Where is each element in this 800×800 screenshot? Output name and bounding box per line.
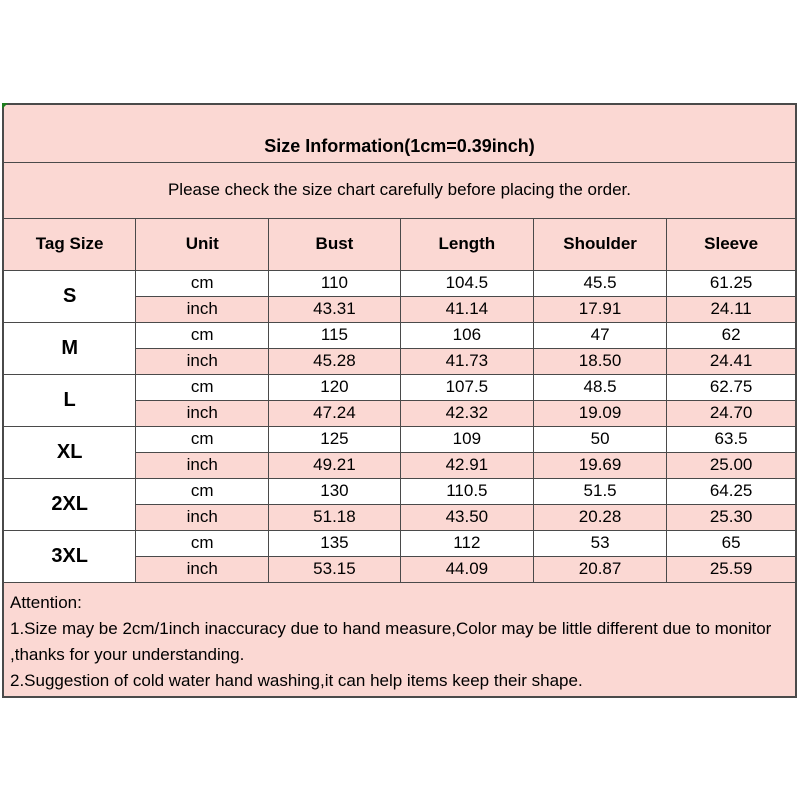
value-cell: 24.11 xyxy=(667,296,796,322)
value-cell: 42.32 xyxy=(400,400,533,426)
value-cell: 63.5 xyxy=(667,426,796,452)
value-cell: 53 xyxy=(533,530,666,556)
value-cell: 43.31 xyxy=(269,296,401,322)
unit-cell: cm xyxy=(136,322,269,348)
value-cell: 53.15 xyxy=(269,556,401,582)
value-cell: 49.21 xyxy=(269,452,401,478)
value-cell: 42.91 xyxy=(400,452,533,478)
value-cell: 47 xyxy=(533,322,666,348)
column-header-shoulder: Shoulder xyxy=(533,218,666,270)
value-cell: 109 xyxy=(400,426,533,452)
value-cell: 24.41 xyxy=(667,348,796,374)
value-cell: 64.25 xyxy=(667,478,796,504)
page-title: Size Information(1cm=0.39inch) xyxy=(3,104,796,162)
size-table xyxy=(2,103,797,698)
table-row xyxy=(3,322,796,348)
unit-cell: cm xyxy=(136,426,269,452)
value-cell: 115 xyxy=(269,322,401,348)
column-header-tag-size: Tag Size xyxy=(3,218,136,270)
attention-line-1: 1.Size may be 2cm/1inch inaccuracy due to hand measure,Color may be little different due to monitor ,thanks for your understanding. xyxy=(10,618,772,664)
title-row xyxy=(3,104,796,162)
table-row xyxy=(3,426,796,452)
attention-note xyxy=(3,582,796,697)
unit-cell: inch xyxy=(136,296,269,322)
value-cell: 61.25 xyxy=(667,270,796,296)
tag-size-cell: S xyxy=(3,270,136,322)
attention-line-2: 2.Suggestion of cold water hand washing,it can help items keep their shape. xyxy=(10,670,583,690)
attention-heading: Attention: xyxy=(10,592,82,612)
column-header-length: Length xyxy=(400,218,533,270)
value-cell: 106 xyxy=(400,322,533,348)
value-cell: 51.18 xyxy=(269,504,401,530)
column-header-unit: Unit xyxy=(136,218,269,270)
value-cell: 48.5 xyxy=(533,374,666,400)
column-header-bust: Bust xyxy=(269,218,401,270)
value-cell: 62 xyxy=(667,322,796,348)
value-cell: 20.28 xyxy=(533,504,666,530)
value-cell: 25.00 xyxy=(667,452,796,478)
value-cell: 135 xyxy=(269,530,401,556)
value-cell: 25.59 xyxy=(667,556,796,582)
value-cell: 44.09 xyxy=(400,556,533,582)
value-cell: 110.5 xyxy=(400,478,533,504)
attention-row xyxy=(3,582,796,697)
unit-cell: inch xyxy=(136,348,269,374)
value-cell: 110 xyxy=(269,270,401,296)
value-cell: 45.28 xyxy=(269,348,401,374)
tag-size-cell: XL xyxy=(3,426,136,478)
value-cell: 20.87 xyxy=(533,556,666,582)
table-row xyxy=(3,478,796,504)
unit-cell: inch xyxy=(136,504,269,530)
value-cell: 50 xyxy=(533,426,666,452)
unit-cell: cm xyxy=(136,478,269,504)
subtitle-row xyxy=(3,162,796,218)
value-cell: 18.50 xyxy=(533,348,666,374)
tag-size-cell: M xyxy=(3,322,136,374)
unit-cell: inch xyxy=(136,556,269,582)
unit-cell: cm xyxy=(136,270,269,296)
tag-size-cell: 3XL xyxy=(3,530,136,582)
value-cell: 130 xyxy=(269,478,401,504)
value-cell: 65 xyxy=(667,530,796,556)
unit-cell: inch xyxy=(136,400,269,426)
value-cell: 45.5 xyxy=(533,270,666,296)
value-cell: 62.75 xyxy=(667,374,796,400)
value-cell: 19.09 xyxy=(533,400,666,426)
column-header-sleeve: Sleeve xyxy=(667,218,796,270)
value-cell: 125 xyxy=(269,426,401,452)
tag-size-cell: 2XL xyxy=(3,478,136,530)
value-cell: 112 xyxy=(400,530,533,556)
unit-cell: cm xyxy=(136,374,269,400)
sheet-corner-marker xyxy=(2,103,8,109)
value-cell: 41.73 xyxy=(400,348,533,374)
value-cell: 41.14 xyxy=(400,296,533,322)
value-cell: 19.69 xyxy=(533,452,666,478)
value-cell: 104.5 xyxy=(400,270,533,296)
size-chart-notice: Please check the size chart carefully before placing the order. xyxy=(3,162,796,218)
unit-cell: inch xyxy=(136,452,269,478)
value-cell: 25.30 xyxy=(667,504,796,530)
table-row xyxy=(3,530,796,556)
unit-cell: cm xyxy=(136,530,269,556)
value-cell: 17.91 xyxy=(533,296,666,322)
size-chart-sheet xyxy=(2,103,797,698)
table-header-row xyxy=(3,218,796,270)
table-row xyxy=(3,374,796,400)
value-cell: 47.24 xyxy=(269,400,401,426)
value-cell: 107.5 xyxy=(400,374,533,400)
value-cell: 120 xyxy=(269,374,401,400)
value-cell: 24.70 xyxy=(667,400,796,426)
value-cell: 51.5 xyxy=(533,478,666,504)
table-row xyxy=(3,270,796,296)
value-cell: 43.50 xyxy=(400,504,533,530)
tag-size-cell: L xyxy=(3,374,136,426)
